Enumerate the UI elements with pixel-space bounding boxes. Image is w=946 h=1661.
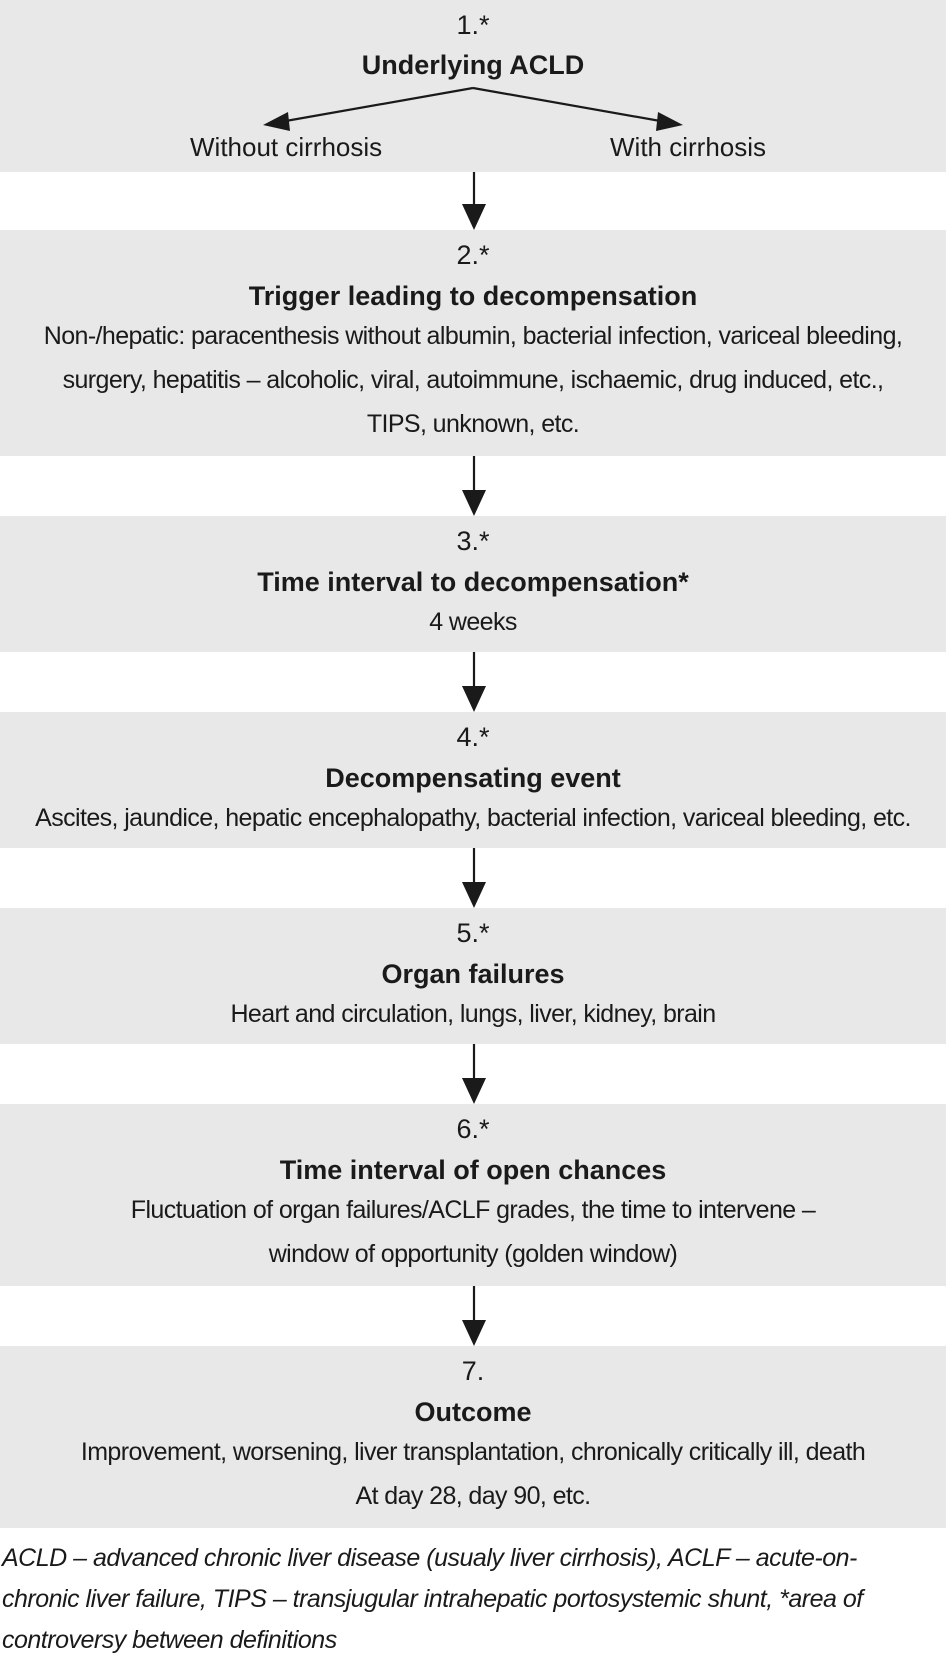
arrow-down-4 — [460, 848, 488, 908]
step-2-desc-line-2: surgery, hepatitis – alcoholic, viral, autoimmune, ischaemic, drug induced, etc., — [62, 366, 884, 394]
step-7-desc-line-1: Improvement, worsening, liver transplantation, chronically critically ill, death — [80, 1438, 866, 1466]
step-6-number: 6.* — [456, 1114, 490, 1144]
step-2-box — [0, 230, 946, 456]
step-6-desc-line-1: Fluctuation of organ failures/ACLF grades, the time to intervene – — [130, 1196, 816, 1224]
step-4-number: 4.* — [456, 722, 490, 752]
footnote: ACLD – advanced chronic liver disease (usualy liver cirrhosis), ACLF – acute-on-chronic liver failure, TIPS – transjugular intrahepatic portosystemic shunt, *area of controversy between definitions — [2, 1544, 863, 1654]
step-2-desc-line-1: Non-/hepatic: paracenthesis without albumin, bacterial infection, variceal bleeding, — [43, 322, 903, 350]
step-1-title: Underlying ACLD — [361, 50, 585, 80]
step-6-title: Time interval of open chances — [279, 1155, 667, 1185]
step-7-box — [0, 1346, 946, 1528]
step-4-box — [0, 712, 946, 848]
arrow-down-5 — [460, 1044, 488, 1104]
step-7-number: 7. — [461, 1356, 485, 1386]
step-3-desc: 4 weeks — [429, 608, 517, 636]
arrow-down-2 — [460, 456, 488, 516]
step-7-title: Outcome — [414, 1397, 532, 1427]
arrow-down-1 — [460, 172, 488, 230]
step-2-number: 2.* — [456, 240, 490, 270]
step-5-title: Organ failures — [381, 959, 565, 989]
arrow-down-3 — [460, 652, 488, 712]
step-4-title: Decompensating event — [325, 763, 621, 793]
step-1-box — [0, 0, 946, 172]
step-7-desc-line-2: At day 28, day 90, etc. — [355, 1482, 591, 1510]
branch-without-cirrhosis: Without cirrhosis — [190, 132, 383, 162]
step-5-number: 5.* — [456, 918, 490, 948]
branch-with-cirrhosis: With cirrhosis — [610, 132, 767, 162]
step-2-desc-line-3: TIPS, unknown, etc. — [366, 410, 580, 438]
arrow-down-6 — [460, 1286, 488, 1346]
step-5-desc: Heart and circulation, lungs, liver, kidney, brain — [230, 1000, 716, 1028]
step-3-number: 3.* — [456, 526, 490, 556]
step-3-box — [0, 516, 946, 652]
step-6-box — [0, 1104, 946, 1286]
step-1-number: 1.* — [456, 10, 490, 40]
branch-arrows — [0, 0, 946, 172]
step-2-title: Trigger leading to decompensation — [248, 281, 698, 311]
step-6-desc-line-2: window of opportunity (golden window) — [268, 1240, 678, 1268]
step-5-box — [0, 908, 946, 1044]
step-3-title: Time interval to decompensation* — [257, 567, 689, 597]
step-4-desc: Ascites, jaundice, hepatic encephalopathy, bacterial infection, variceal bleeding, etc. — [35, 804, 911, 832]
